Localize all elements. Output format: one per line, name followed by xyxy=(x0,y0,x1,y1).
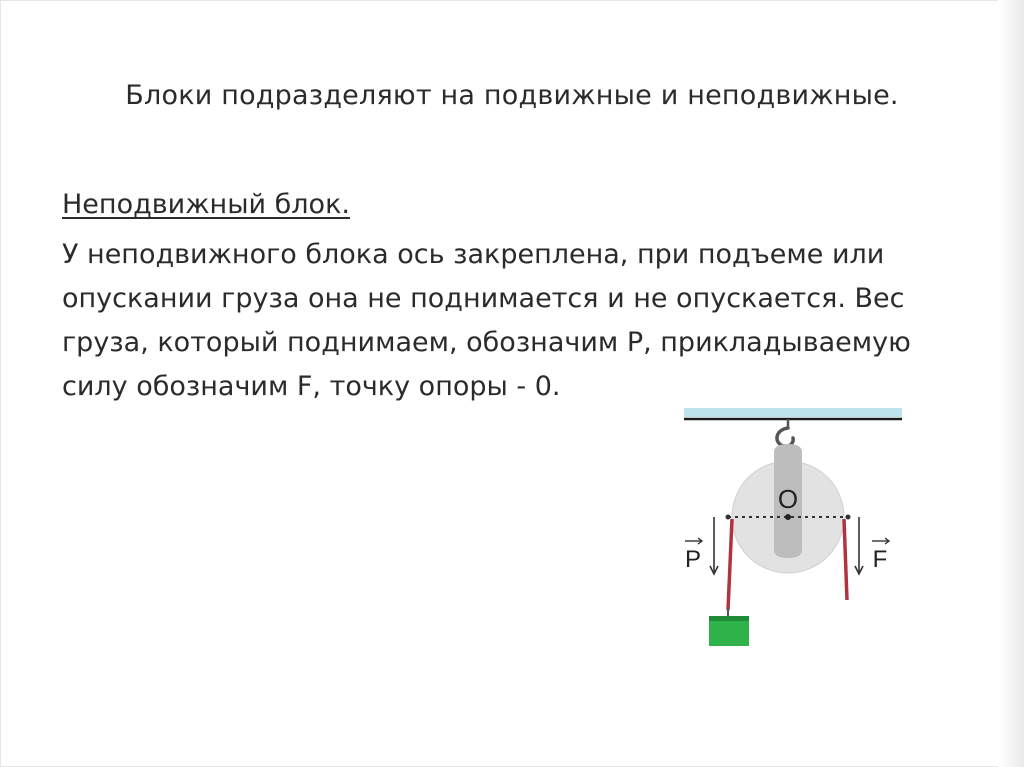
arrow-down-icon xyxy=(710,517,718,574)
hook-icon xyxy=(777,419,793,446)
arrow-down-icon xyxy=(855,517,863,574)
right-rope xyxy=(844,519,847,600)
pivot-point xyxy=(785,514,791,520)
ceiling-beam xyxy=(684,408,902,417)
left-rope xyxy=(728,519,732,610)
axis-label: O xyxy=(777,484,799,514)
right-contact-point xyxy=(846,515,851,520)
fixed-pulley-diagram xyxy=(676,400,908,656)
body-paragraph: У неподвижного блока ось закреплена, при подъеме или опускании груза она не поднимается и не опускается. Вес груза, который поднимаем, обозначим P, прикладываемую силу обозначим F, точку опоры - 0. xyxy=(62,239,911,402)
slide-title: Блоки подразделяют на подвижные и неподвижные. xyxy=(125,80,899,111)
section-heading: Неподвижный блок. xyxy=(62,189,350,220)
applied-force-label: F xyxy=(872,546,888,573)
load-block xyxy=(709,616,749,646)
load-force-label: P xyxy=(684,546,702,573)
vector-arrow-icon xyxy=(872,538,889,544)
left-contact-point xyxy=(726,515,731,520)
vector-arrow-icon xyxy=(685,538,702,544)
